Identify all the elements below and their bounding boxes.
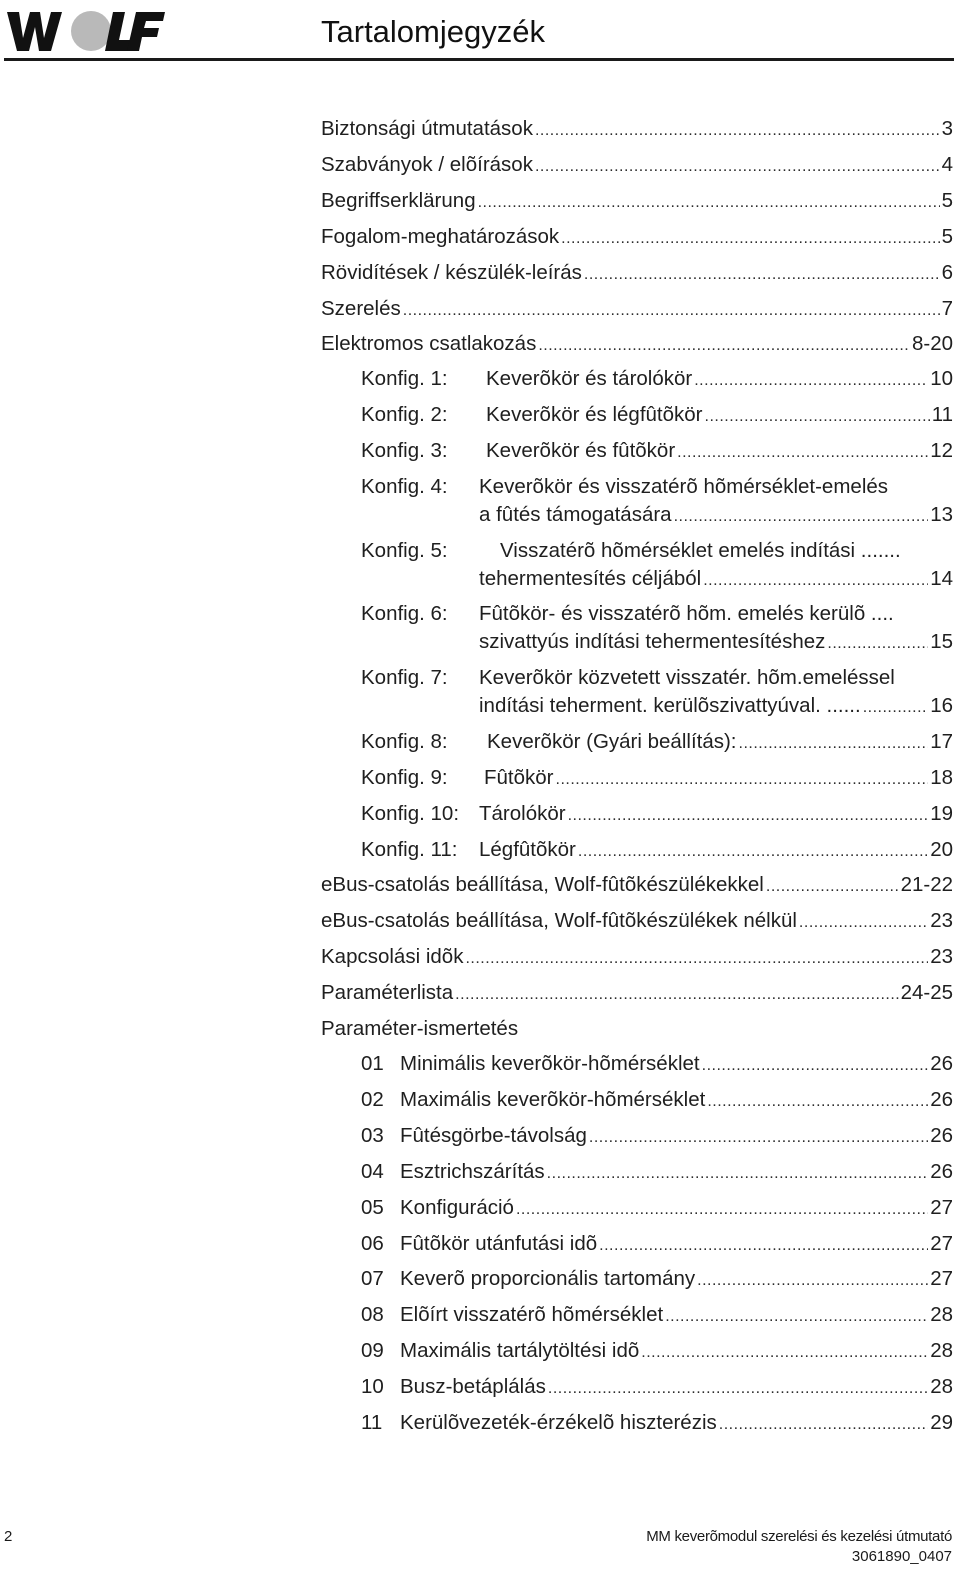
konfig-entry-continuation [479,693,953,719]
param-entry [400,1231,953,1257]
toc-entry [321,331,953,357]
leader-dots [578,839,928,865]
konfig-page: 18 [930,766,953,789]
leader-dots [739,731,929,757]
toc-entry-label: Szabványok / elõírások [321,152,533,176]
toc-entry-page: 7 [941,296,953,320]
konfig-label: Légfûtõkör [479,838,576,861]
konfig-number: Konfig. 5: [361,539,448,562]
leader-dots [478,190,940,216]
param-entry [400,1374,953,1400]
toc-entry-label: eBus-csatolás beállítása, Wolf-fûtõkészülékekkel [321,873,764,896]
toc-entry-page: 5 [941,224,953,248]
param-heading: Paraméter-ismertetés [321,1017,519,1040]
param-entry [400,1410,953,1436]
konfig-line2: szivattyús indítási tehermentesítéshez [479,630,826,653]
leader-dots [705,404,930,430]
leader-dots [535,118,940,144]
param-entry [400,1159,953,1185]
param-label: Kerülõvezeték-érzékelõ hiszterézis [400,1411,717,1434]
toc-entry [321,872,953,898]
param-label: Minimális keverõkör-hõmérséklet [400,1052,700,1075]
konfig-line1: Keverõkör és visszatérõ hõmérséklet-emelés [479,475,889,498]
param-label: Fûtõkör utánfutási idõ [400,1231,598,1255]
leader-dots [516,1197,928,1223]
leader-dots [674,504,929,530]
toc-entry-page: 3 [941,117,953,140]
toc-entry-label: eBus-csatolás beállítása, Wolf-fûtõkészülékek nélkül [321,909,797,932]
wolf-logo [5,8,165,54]
leader-dots [702,1053,929,1079]
footer-doc-code: 3061890_0407 [851,1548,952,1565]
leader-dots [455,982,898,1008]
konfig-label: Keverõkör és légfûtõkör [486,403,703,426]
konfig-entry [486,366,953,392]
toc-entry-label: Rövidítések / készülék-leírás [321,260,582,284]
konfig-line2: tehermentesítés céljából [479,567,702,590]
leader-dots [547,1161,929,1187]
konfig-entry-continuation [479,629,953,655]
param-label: Esztrichszárítás [400,1159,545,1183]
leader-dots [548,1376,928,1402]
leader-dots [641,1340,928,1366]
konfig-page: 11 [931,403,953,426]
toc-entry-page: 8-20 [911,332,953,356]
param-entry [400,1051,953,1077]
param-number: 03 [361,1123,384,1147]
konfig-entry [486,402,953,428]
toc-entry-label: Biztonsági útmutatások [321,117,533,140]
toc-entry [321,908,953,934]
toc-entry-label: Fogalom-meghatározások [321,224,560,248]
param-number: 04 [361,1159,384,1183]
param-page: 26 [930,1052,953,1075]
toc-entry [321,188,953,214]
konfig-entry [486,438,953,464]
konfig-label: Keverõkör (Gyári beállítás): [487,730,737,753]
konfig-number: Konfig. 4: [361,475,448,498]
leader-dots [799,910,928,936]
leader-dots [465,946,928,972]
toc-entry [321,296,953,322]
toc-entry-page: 23 [930,945,953,968]
konfig-number: Konfig. 7: [361,666,448,689]
toc-entry-label: Begriffserklärung [321,188,476,212]
param-number: 02 [361,1087,384,1111]
toc-entry-page: 4 [941,152,953,176]
konfig-line1: Visszatérõ hõmérséklet emelés indítási ....... [500,539,901,562]
konfig-label: Keverõkör és fûtõkör [486,439,676,462]
konfig-entry-continuation [479,566,953,592]
leader-dots [703,568,928,594]
leader-dots [556,767,929,793]
param-entry [400,1087,953,1113]
param-entry [400,1302,953,1328]
konfig-page: 17 [930,730,953,753]
param-page: 29 [930,1411,953,1434]
param-page: 27 [930,1267,953,1291]
param-number: 06 [361,1231,384,1255]
footer-page-number: 2 [4,1528,13,1545]
toc-entry [321,980,953,1006]
leader-dots [538,333,910,359]
konfig-entry [484,765,953,791]
footer-doc-title: MM keverõmodul szerelési és kezelési útmutató [646,1528,952,1545]
toc-entry-page: 5 [941,188,953,212]
konfig-number: Konfig. 2: [361,403,448,426]
param-number: 08 [361,1303,384,1327]
leader-dots [694,368,928,394]
konfig-number: Konfig. 11: [361,838,458,861]
param-page: 27 [930,1231,953,1255]
konfig-entry-continuation [479,502,953,528]
toc-entry-page: 6 [941,260,953,284]
konfig-number: Konfig. 10: [361,802,460,825]
leader-dots [707,1089,928,1115]
param-page: 26 [930,1087,953,1111]
leader-dots [863,695,928,721]
toc-entry [321,260,953,286]
konfig-page: 14 [930,567,953,590]
param-entry [400,1123,953,1149]
konfig-number: Konfig. 8: [361,730,448,753]
toc-entry-label: Elektromos csatlakozás [321,332,537,356]
konfig-page: 19 [930,802,953,825]
toc-entry [321,224,953,250]
param-number: 05 [361,1195,384,1219]
toc-entry-page: 23 [930,909,953,932]
konfig-number: Konfig. 1: [361,367,448,390]
toc-entry-label: Paraméterlista [321,981,454,1004]
param-label: Fûtésgörbe-távolság [400,1123,587,1147]
toc-entry [321,152,953,178]
konfig-page: 10 [930,367,953,390]
toc-entry-page: 21-22 [900,873,953,896]
title-rule [4,58,954,61]
konfig-page: 20 [930,838,953,861]
param-page: 26 [930,1159,953,1183]
konfig-line1: Fûtõkör- és visszatérõ hõm. emelés kerülõ .... [479,602,894,625]
leader-dots [766,874,899,900]
param-number: 09 [361,1339,384,1363]
leader-dots [665,1304,928,1330]
param-entry [400,1266,953,1292]
leader-dots [584,262,940,288]
leader-dots [589,1125,928,1151]
konfig-page: 13 [930,503,953,526]
konfig-page: 12 [930,439,953,462]
param-number: 11 [361,1411,383,1434]
param-number: 10 [361,1375,384,1399]
konfig-page: 15 [930,630,953,653]
param-page: 28 [930,1303,953,1327]
leader-dots [697,1268,928,1294]
param-page: 27 [930,1195,953,1219]
konfig-number: Konfig. 6: [361,602,448,625]
toc-entry-label: Szerelés [321,296,401,320]
toc-entry [321,116,953,142]
konfig-label: Keverõkör és tárolókör [486,367,693,390]
param-page: 28 [930,1375,953,1399]
konfig-page: 16 [930,694,953,717]
param-entry [400,1338,953,1364]
konfig-entry [479,801,953,827]
leader-dots [535,154,940,180]
toc-entry-label: Kapcsolási idõk [321,945,464,968]
leader-dots [599,1233,928,1259]
toc-entry-page: 24-25 [900,981,953,1004]
konfig-line2: a fûtés támogatására [479,503,672,526]
konfig-entry [479,837,953,863]
leader-dots [827,631,928,657]
param-label: Busz-betáplálás [400,1375,546,1399]
param-label: Konfiguráció [400,1195,514,1219]
param-page: 26 [930,1123,953,1147]
konfig-line1: Keverõkör közvetett visszatér. hõm.emeléssel [479,666,895,689]
konfig-number: Konfig. 9: [361,766,448,789]
leader-dots [677,440,928,466]
param-label: Elõírt visszatérõ hõmérséklet [400,1303,664,1327]
param-entry [400,1195,953,1221]
leader-dots [403,298,940,324]
konfig-number: Konfig. 3: [361,439,448,462]
leader-dots [561,226,939,252]
param-number: 01 [361,1052,384,1075]
konfig-label: Fûtõkör [484,766,554,789]
param-number: 07 [361,1267,384,1291]
param-label: Maximális keverõkör-hõmérséklet [400,1087,706,1111]
param-page: 28 [930,1339,953,1363]
param-label: Keverõ proporcionális tartomány [400,1267,696,1291]
logo-lettering-icon [5,8,165,54]
konfig-label: Tárolókör [479,802,566,825]
konfig-entry [487,729,953,755]
param-label: Maximális tartálytöltési idõ [400,1339,640,1363]
page-title: Tartalomjegyzék [321,14,545,49]
toc-entry [321,944,953,970]
leader-dots [719,1412,928,1438]
leader-dots [568,803,929,829]
konfig-line2: indítási teherment. kerülõszivattyúval. ...... [479,694,861,717]
